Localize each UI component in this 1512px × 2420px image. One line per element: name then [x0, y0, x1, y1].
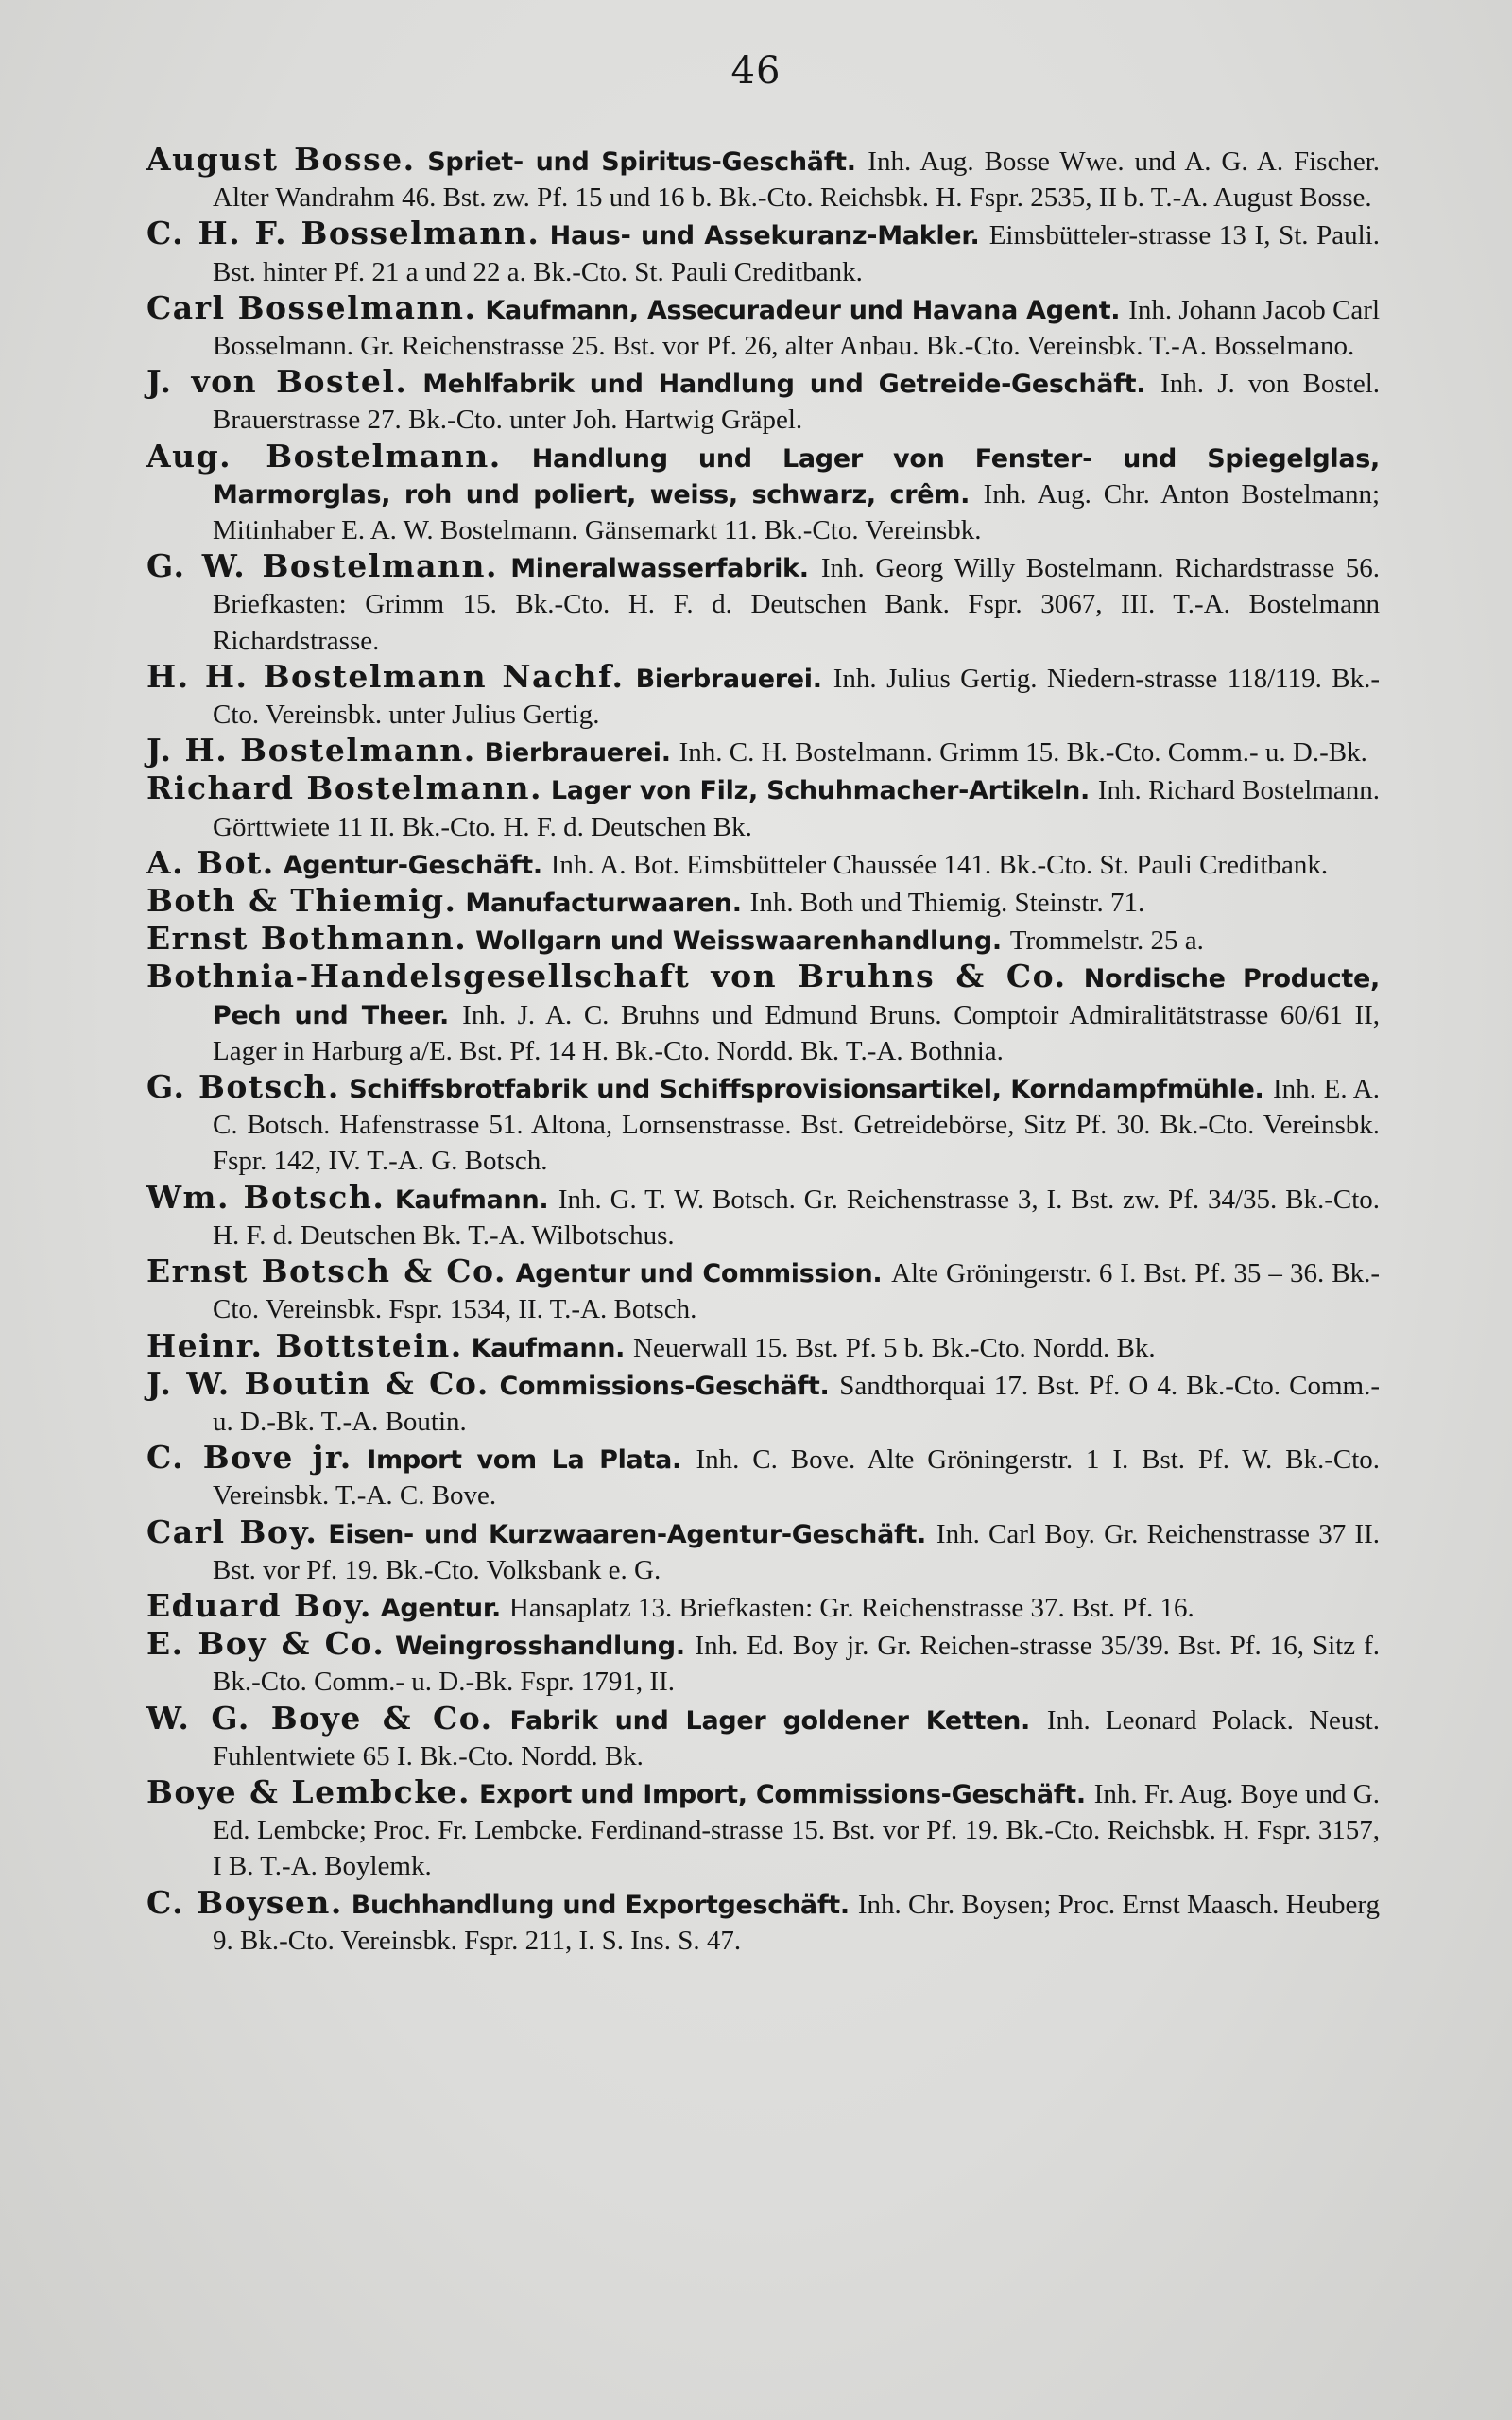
- entry-details: Inh. Julius Gertig. Niedern-strasse 118/119. Bk.-Cto. Vereinsbk. unter Julius Gertig.: [213, 663, 1381, 731]
- entry-trade: Kaufmann.: [471, 1333, 626, 1363]
- directory-entry: [146, 1626, 1380, 1700]
- directory-entry: [146, 1588, 1380, 1626]
- directory-entry: [146, 659, 1380, 733]
- entry-trade: Bierbrauerei.: [635, 664, 822, 694]
- entry-trade: Import vom La Plata.: [367, 1445, 681, 1476]
- directory-entry: [146, 216, 1380, 289]
- directory-entry: [146, 733, 1380, 770]
- directory-entry: [146, 1701, 1380, 1774]
- entry-firm-name: Ernst Botsch & Co.: [146, 1253, 507, 1290]
- entry-trade: Schiffsbrotfabrik und Schiffsprovisionsartikel, Korndampfmühle.: [349, 1075, 1264, 1105]
- entry-firm-name: Carl Bosselmann.: [146, 288, 477, 326]
- entry-firm-name: Ernst Bothmann.: [146, 920, 468, 958]
- entry-firm-name: W. G. Boye & Co.: [146, 1699, 493, 1737]
- entry-trade: Manufacturwaaren.: [465, 889, 742, 919]
- entry-trade: Kaufmann.: [394, 1184, 549, 1215]
- entry-trade: Buchhandlung und Exportgeschäft.: [351, 1890, 850, 1920]
- entry-details: Inh. Leonard Polack. Neust. Fuhlentwiete 65 I. Bk.-Cto. Nordd. Bk.: [213, 1704, 1380, 1772]
- directory-entry: [146, 439, 1380, 549]
- directory-entry: [146, 770, 1380, 844]
- entry-firm-name: G. Botsch.: [146, 1068, 340, 1106]
- directory-entries: [146, 142, 1380, 1959]
- entry-details: Inh. Carl Boy. Gr. Reichenstrasse 37 II. Bst. vor Pf. 19. Bk.-Cto. Volksbank e. G.: [213, 1518, 1380, 1585]
- entry-trade: Agentur.: [380, 1593, 501, 1623]
- entry-details: Neuerwall 15. Bst. Pf. 5 b. Bk.-Cto. Nordd. Bk.: [633, 1332, 1156, 1363]
- entry-firm-name: Richard Bostelmann.: [146, 769, 542, 807]
- entry-details: Inh. C. H. Bostelmann. Grimm 15. Bk.-Cto. Comm.- u. D.-Bk.: [679, 737, 1367, 769]
- entry-trade: Agentur-Geschäft.: [283, 850, 542, 880]
- entry-details: Inh. E. A. C. Botsch. Hafenstrasse 51. Altona, Lornsenstrasse. Bst. Getreidebörse, Sitz Pf. 30. Bk.-Cto. Vereinsbk. Fspr. 142, IV. T.-A. G. Botsch.: [213, 1074, 1380, 1177]
- directory-entry: [146, 548, 1380, 659]
- entry-details: Eimsbütteler-strasse 13 I, St. Pauli. Bst. hinter Pf. 21 a und 22 a. Bk.-Cto. St. Pauli Creditbank.: [213, 220, 1380, 287]
- directory-entry: [146, 1366, 1380, 1440]
- entry-details: Inh. Fr. Aug. Boye und G. Ed. Lembcke; Proc. Fr. Lembcke. Ferdinand-strasse 15. Bst. vor Pf. 19. Bk.-Cto. Reichsbk. H. Fspr. 3157, I B. T.-A. Boylemk.: [213, 1778, 1380, 1882]
- entry-trade: Export und Import, Commissions-Geschäft.: [478, 1779, 1086, 1809]
- entry-details: Inh. Ed. Boy jr. Gr. Reichen-strasse 35/39. Bst. Pf. 16, Sitz f. Bk.-Cto. Comm.- u. D.-Bk. Fspr. 1791, II.: [213, 1631, 1380, 1698]
- entry-trade: Eisen- und Kurzwaaren-Agentur-Geschäft.: [328, 1519, 927, 1549]
- entry-firm-name: C. Bove jr.: [146, 1439, 352, 1477]
- entry-details: Hansaplatz 13. Briefkasten: Gr. Reichenstrasse 37. Bst. Pf. 16.: [508, 1592, 1194, 1623]
- entry-firm-name: C. Boysen.: [146, 1883, 343, 1921]
- directory-entry: [146, 364, 1380, 438]
- entry-details: Trommelstr. 25 a.: [1009, 925, 1204, 957]
- entry-firm-name: Bothnia-Handelsgesellschaft von Bruhns & Co.: [146, 958, 1067, 995]
- directory-entry: [146, 1069, 1380, 1180]
- directory-entry: [146, 1774, 1380, 1885]
- entry-details: Inh. Aug. Bosse Wwe. und A. G. A. Fischer. Alter Wandrahm 46. Bst. zw. Pf. 15 und 16 b. Bk.-Cto. Reichsbk. H. Fspr. 2535, II b. T.-A. August Bosse.: [213, 147, 1381, 214]
- directory-entry: [146, 142, 1380, 216]
- entry-trade: Spriet- und Spiritus-Geschäft.: [427, 147, 856, 177]
- directory-entry: [146, 959, 1380, 1069]
- entry-firm-name: A. Bot.: [146, 843, 275, 881]
- directory-entry: [146, 883, 1380, 921]
- directory-entry: [146, 1328, 1380, 1366]
- directory-entry: [146, 1253, 1380, 1327]
- entry-firm-name: J. von Bostel.: [146, 363, 408, 401]
- entry-trade: Mineralwasserfabrik.: [510, 554, 809, 584]
- entry-trade: Bierbrauerei.: [484, 738, 671, 769]
- entry-firm-name: Eduard Boy.: [146, 1586, 372, 1624]
- entry-details: Inh. Chr. Boysen; Proc. Ernst Maasch. Heuberg 9. Bk.-Cto. Vereinsbk. Fspr. 211, I. S. Ins. S. 47.: [213, 1889, 1380, 1956]
- entry-details: Inh. Richard Bostelmann. Görttwiete 11 II. Bk.-Cto. H. F. d. Deutschen Bk.: [213, 775, 1380, 842]
- entry-trade: Commissions-Geschäft.: [499, 1371, 830, 1401]
- directory-entry: [146, 921, 1380, 959]
- entry-details: Inh. Aug. Chr. Anton Bostelmann; Mitinhaber E. A. W. Bostelmann. Gänsemarkt 11. Bk.-Cto. Vereinsbk.: [213, 478, 1380, 546]
- entry-firm-name: J. W. Boutin & Co.: [146, 1364, 490, 1402]
- entry-firm-name: Heinr. Bottstein.: [146, 1326, 463, 1364]
- entry-firm-name: Both & Thiemig.: [146, 882, 457, 920]
- directory-entry: [146, 1180, 1380, 1253]
- entry-details: Inh. Johann Jacob Carl Bosselmann. Gr. Reichenstrasse 25. Bst. vor Pf. 26, alter Anbau. Bk.-Cto. Vereinsbk. T.-A. Bosselmano.: [213, 294, 1381, 362]
- entry-trade: Kaufmann, Assecuradeur und Havana Agent.: [485, 295, 1121, 325]
- entry-firm-name: H. H. Bostelmann Nachf.: [146, 657, 625, 695]
- entry-details: Inh. C. Bove. Alte Gröningerstr. 1 I. Bst. Pf. W. Bk.-Cto. Vereinsbk. T.-A. C. Bove.: [213, 1444, 1381, 1512]
- entry-trade: Haus- und Assekuranz-Makler.: [549, 221, 980, 251]
- entry-details: Inh. J. von Bostel. Brauerstrasse 27. Bk.-Cto. unter Joh. Hartwig Gräpel.: [213, 369, 1381, 436]
- entry-trade: Wollgarn und Weisswaarenhandlung.: [475, 926, 1002, 957]
- entry-firm-name: C. H. F. Bosselmann.: [146, 215, 541, 252]
- entry-details: Alte Gröningerstr. 6 I. Bst. Pf. 35 – 36. Bk.-Cto. Vereinsbk. Fspr. 1534, II. T.-A. Botsch.: [213, 1258, 1380, 1325]
- entry-trade: Nordische Producte, Pech und Theer.: [213, 964, 1380, 1030]
- entry-details: Inh. Georg Willy Bostelmann. Richardstrasse 56. Briefkasten: Grimm 15. Bk.-Cto. H. F. d. Deutschen Bank. Fspr. 3067, III. T.-A. Bostelmann Richardstrasse.: [213, 553, 1380, 656]
- directory-entry: [146, 1514, 1380, 1588]
- page-number: 46: [730, 49, 782, 93]
- entry-firm-name: G. W. Bostelmann.: [146, 547, 499, 585]
- entry-trade: Weingrosshandlung.: [394, 1632, 685, 1662]
- directory-entry: [146, 1440, 1380, 1513]
- entry-trade: Mehlfabrik und Handlung und Getreide-Geschäft.: [422, 370, 1146, 400]
- entry-trade: Handlung und Lager von Fenster- und Spiegelglas, Marmorglas, roh und poliert, weiss, schwarz, crêm.: [213, 443, 1380, 510]
- entry-trade: Fabrik und Lager goldener Ketten.: [509, 1705, 1030, 1736]
- directory-entry: [146, 1885, 1380, 1959]
- directory-entry: [146, 845, 1380, 883]
- entry-firm-name: Wm. Botsch.: [146, 1178, 386, 1216]
- entry-firm-name: Aug. Bostelmann.: [146, 437, 502, 475]
- entry-trade: Agentur und Commission.: [515, 1259, 883, 1289]
- entry-firm-name: E. Boy & Co.: [146, 1625, 386, 1663]
- entry-details: Inh. Both und Thiemig. Steinstr. 71.: [749, 888, 1145, 919]
- entry-details: Inh. A. Bot. Eimsbütteler Chaussée 141. Bk.-Cto. St. Pauli Creditbank.: [550, 849, 1329, 880]
- entry-details: Inh. J. A. C. Bruhns und Edmund Bruns. Comptoir Admiralitätstrasse 60/61 II, Lager in Harburg a/E. Bst. Pf. 14 H. Bk.-Cto. Nordd. Bk. T.-A. Bothnia.: [213, 999, 1381, 1066]
- entry-firm-name: J. H. Bostelmann.: [146, 732, 476, 769]
- entry-firm-name: August Bosse.: [146, 141, 416, 178]
- entry-firm-name: Boye & Lembcke.: [146, 1772, 472, 1810]
- directory-entry: [146, 290, 1380, 364]
- entry-trade: Lager von Filz, Schuhmacher-Artikeln.: [550, 776, 1090, 806]
- entry-details: Inh. G. T. W. Botsch. Gr. Reichenstrasse 3, I. Bst. zw. Pf. 34/35. Bk.-Cto. H. F. d. Deutschen Bk. T.-A. Wilbotschus.: [213, 1184, 1380, 1251]
- entry-firm-name: Carl Boy.: [146, 1512, 318, 1550]
- entry-details: Sandthorquai 17. Bst. Pf. O 4. Bk.-Cto. Comm.- u. D.-Bk. T.-A. Boutin.: [213, 1370, 1380, 1437]
